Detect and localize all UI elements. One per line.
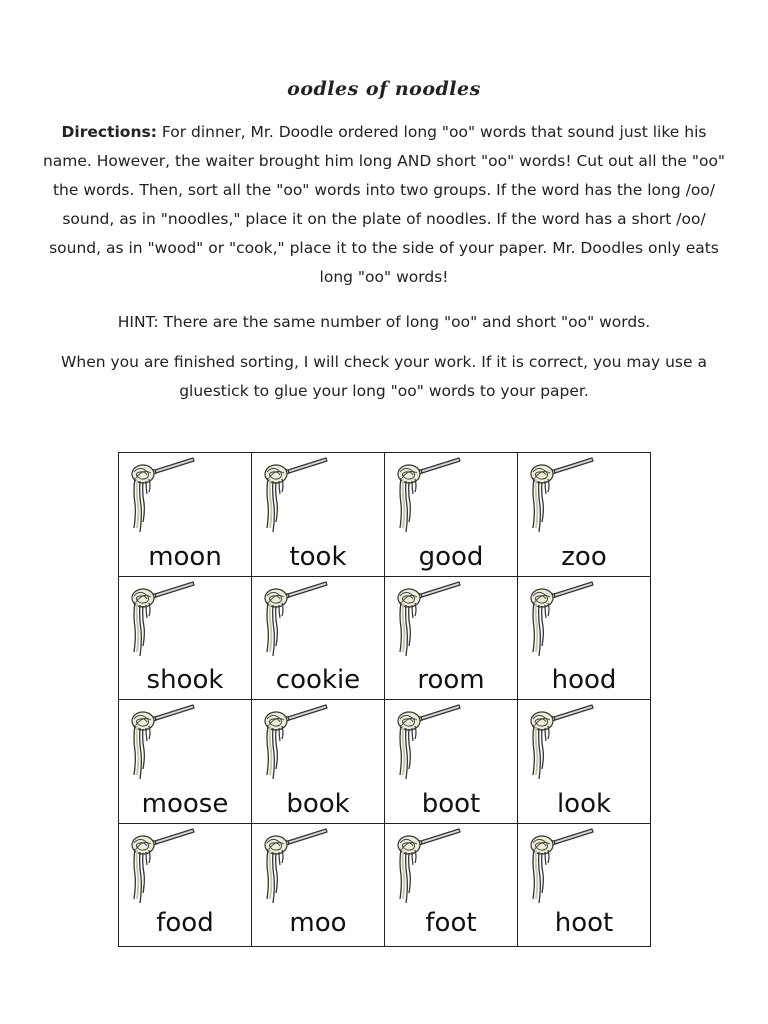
noodle-fork-icon xyxy=(524,456,596,534)
directions-text: For dinner, Mr. Doodle ordered long "oo" words that sound just like his name. However, the waiter brought him long AND short "oo" words! Cut out all the "oo" the words. Then, sort all the "oo" words into two groups. If the word has the long /oo/ sound, as in "noodles," place it on the plate of noodles. If the word has a short /oo/ sound, as in "wood" or "cook," place it to the side of your paper. Mr. Doodles only eats long "oo" words! xyxy=(42,123,726,286)
word-card-grid xyxy=(118,452,651,947)
hint-text: HINT: There are the same number of long "oo" and short "oo" words. xyxy=(117,313,651,331)
noodle-fork-icon xyxy=(524,580,596,658)
card-word: moose xyxy=(141,788,229,819)
word-card[interactable] xyxy=(252,453,385,577)
word-card[interactable] xyxy=(518,453,651,577)
card-word: took xyxy=(289,541,347,572)
card-word: cookie xyxy=(275,665,361,695)
card-word: hood xyxy=(551,665,617,695)
card-word: book xyxy=(286,788,350,819)
card-word: boot xyxy=(421,788,481,819)
word-card[interactable] xyxy=(518,577,651,701)
noodle-fork-icon xyxy=(391,703,463,781)
noodle-fork-icon xyxy=(258,456,330,534)
card-word: foot xyxy=(425,908,477,938)
word-card[interactable] xyxy=(119,700,252,824)
word-card[interactable] xyxy=(119,453,252,577)
card-word: shook xyxy=(146,665,224,695)
noodle-fork-icon xyxy=(391,580,463,658)
directions-label: Directions: xyxy=(61,123,157,141)
noodle-fork-icon xyxy=(125,827,197,905)
noodle-fork-icon xyxy=(125,580,197,658)
noodle-fork-icon xyxy=(258,827,330,905)
card-word: look xyxy=(556,788,612,819)
noodle-fork-icon xyxy=(125,703,197,781)
word-card[interactable] xyxy=(252,577,385,701)
word-card[interactable] xyxy=(385,577,518,701)
card-word: food xyxy=(156,908,214,938)
noodle-fork-icon xyxy=(524,827,596,905)
word-card[interactable] xyxy=(385,824,518,948)
finish-instructions: When you are finished sorting, I will check your work. If it is correct, you may use a gluestick to glue your long "oo" words to your paper. xyxy=(61,353,707,400)
card-word: room xyxy=(417,665,485,695)
card-word: moon xyxy=(148,541,222,572)
card-word: moo xyxy=(289,908,347,938)
word-card[interactable] xyxy=(252,824,385,948)
word-card[interactable] xyxy=(385,700,518,824)
noodle-fork-icon xyxy=(258,580,330,658)
word-card[interactable] xyxy=(385,453,518,577)
noodle-fork-icon xyxy=(258,703,330,781)
word-card[interactable] xyxy=(119,577,252,701)
card-word: good xyxy=(418,541,484,572)
card-word: zoo xyxy=(561,541,607,572)
noodle-fork-icon xyxy=(125,456,197,534)
noodle-fork-icon xyxy=(391,456,463,534)
card-word: hoot xyxy=(554,908,614,938)
word-card[interactable] xyxy=(518,824,651,948)
worksheet-title: oodles of noodles xyxy=(287,78,481,100)
word-card[interactable] xyxy=(252,700,385,824)
directions-paragraph xyxy=(40,118,728,292)
word-card[interactable] xyxy=(119,824,252,948)
noodle-fork-icon xyxy=(391,827,463,905)
noodle-fork-icon xyxy=(524,703,596,781)
word-card[interactable] xyxy=(518,700,651,824)
